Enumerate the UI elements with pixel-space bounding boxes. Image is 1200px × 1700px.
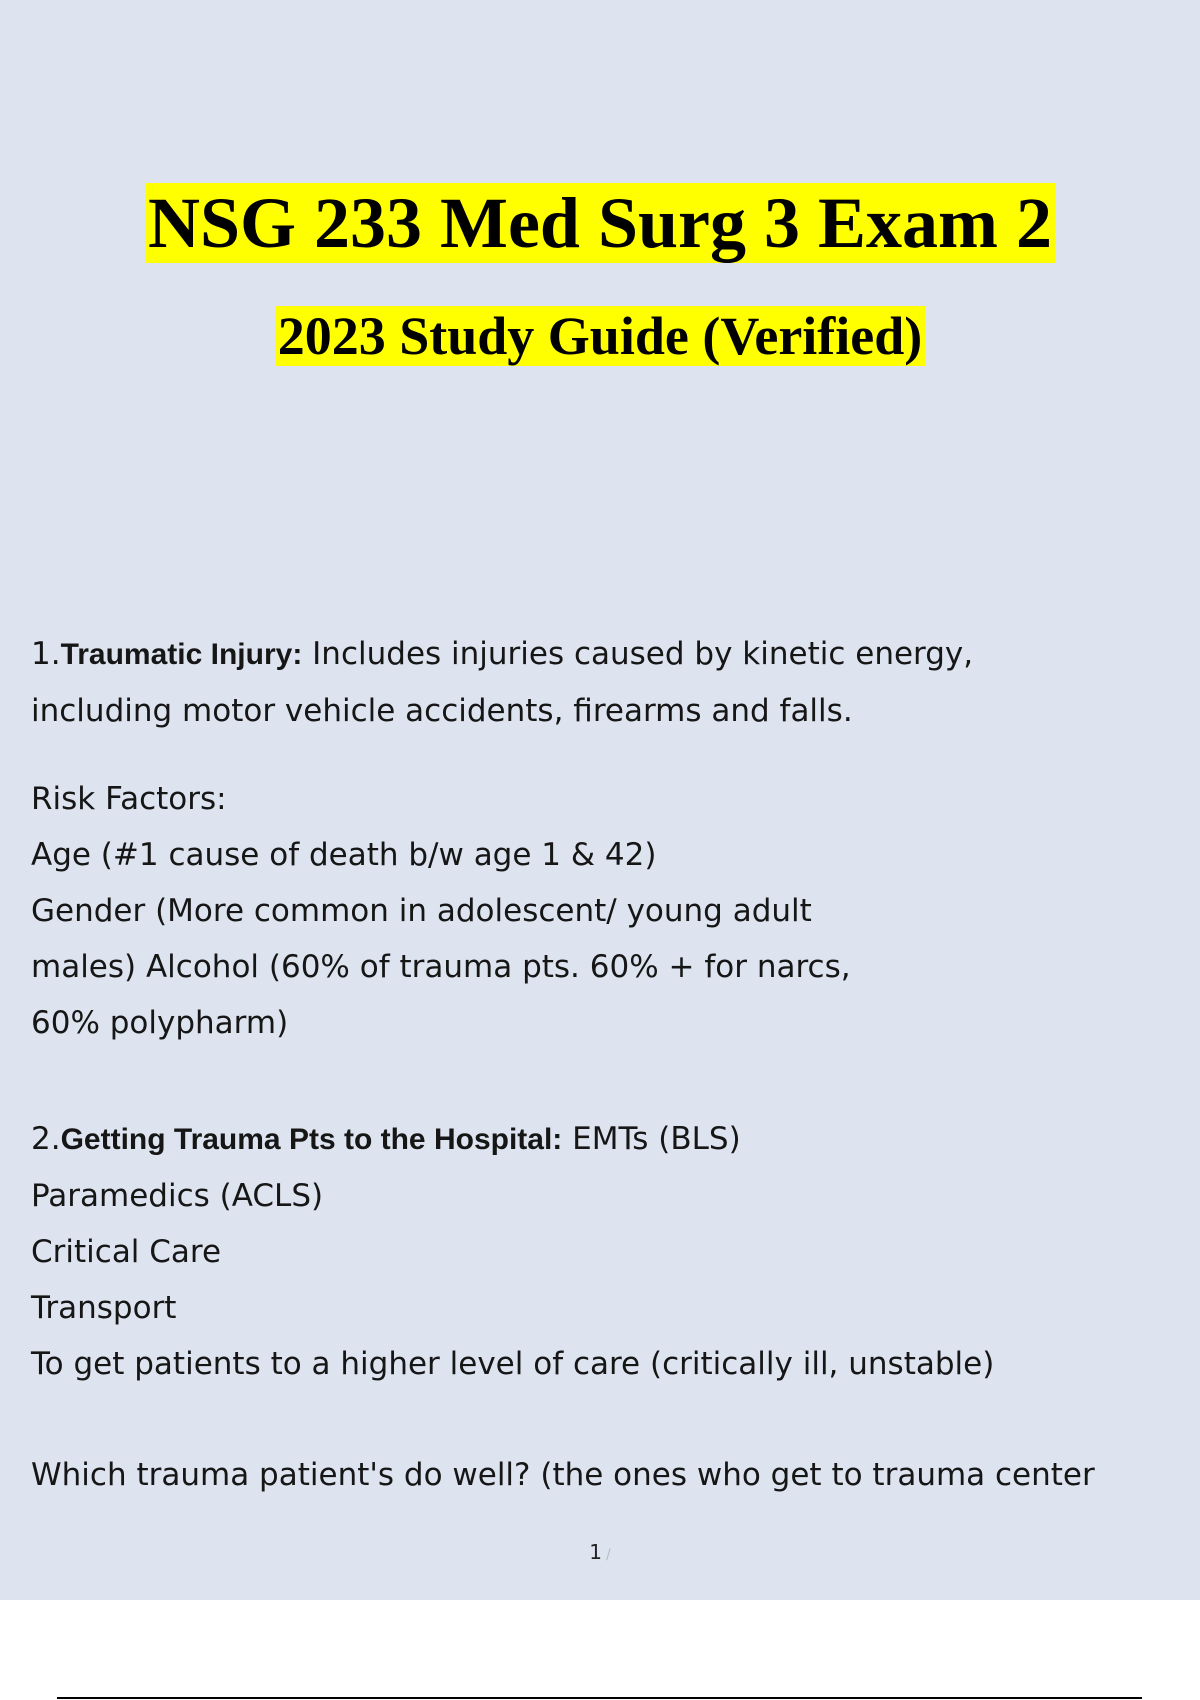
item-text: EMTs (BLS) bbox=[562, 1121, 741, 1157]
risk-factors-block bbox=[31, 771, 1171, 1051]
risk-line: 60% polypharm) bbox=[31, 1005, 289, 1041]
item-number: 2. bbox=[31, 1121, 61, 1157]
document-subtitle bbox=[0, 303, 1200, 371]
item-first-line bbox=[31, 626, 1171, 683]
item-line: To get patients to a higher level of care (critically ill, unstable) bbox=[31, 1346, 995, 1382]
title-line-2: 2023 Study Guide (Verified) bbox=[275, 306, 926, 366]
item-number: 1. bbox=[31, 636, 61, 672]
risk-line: Age (#1 cause of death b/w age 1 & 42) bbox=[31, 837, 657, 873]
item-heading: Traumatic Injury: bbox=[60, 638, 303, 671]
item-getting-trauma-pts bbox=[31, 1111, 1171, 1392]
page-number-separator: / bbox=[606, 1547, 611, 1563]
item-text: Includes injuries caused by kinetic energy, bbox=[302, 636, 974, 672]
item-line: including motor vehicle accidents, firearms and falls. bbox=[31, 693, 853, 729]
item-heading: Getting Trauma Pts to the Hospital: bbox=[60, 1123, 563, 1156]
risk-line: males) Alcohol (60% of trauma pts. 60% + for narcs, bbox=[31, 949, 851, 985]
page-number bbox=[0, 1540, 1200, 1564]
page-number-value: 1 bbox=[589, 1540, 602, 1564]
title-line-1: NSG 233 Med Surg 3 Exam 2 bbox=[145, 183, 1055, 263]
question-line: Which trauma patient's do well? (the ones who get to trauma center bbox=[31, 1457, 1095, 1493]
item-first-line bbox=[31, 1111, 1171, 1168]
risk-line: Gender (More common in adolescent/ young adult bbox=[31, 893, 812, 929]
item-line: Paramedics (ACLS) bbox=[31, 1178, 324, 1214]
item-line: Transport bbox=[31, 1290, 177, 1326]
item-traumatic-injury bbox=[31, 626, 1171, 739]
item-line: Critical Care bbox=[31, 1234, 222, 1270]
risk-line: Risk Factors: bbox=[31, 781, 227, 817]
document-title bbox=[0, 178, 1200, 268]
question-block bbox=[31, 1447, 1171, 1503]
page-divider bbox=[57, 1697, 1142, 1699]
